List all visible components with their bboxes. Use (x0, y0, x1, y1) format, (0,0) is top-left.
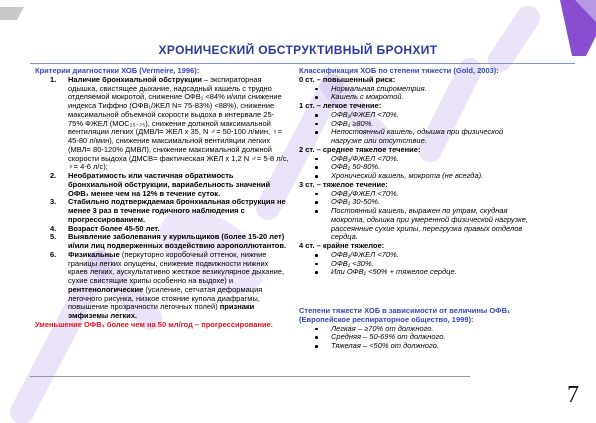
bullet-icon (315, 88, 318, 91)
diagnostic-criteria-section (35, 67, 289, 330)
bullet-icon (315, 345, 318, 348)
criterion-item (35, 76, 289, 172)
stage-criterion-text: Постоянный кашель, выражен по утрам, скудная мокрота, одышка при умеренной физической нагрузке, рассеянные сухие хрипы, перегрузка правых отделов сердца. (331, 206, 528, 242)
bullet-icon (315, 336, 318, 339)
criterion-item (35, 198, 289, 224)
classification-heading: Классификация ХОБ по степени тяжести (Gold, 2003): (299, 66, 499, 75)
stage-criterion-text: Нормальная спирометрия. (331, 83, 427, 93)
criterion-segment-text: (усиление, сетчатая деформация легочного рисунка, низкое стояние купола диафрагмы, повышение прозрачности легочных полей) (68, 284, 263, 312)
stage-criterion-text: ОФВ₁ <30%. (331, 258, 374, 268)
bullet-icon (315, 254, 318, 257)
criterion-text: Необратимость или частичная обратимость бронхиальной обструкции, вариабельность значений ОФВ₁ менее чем на 12% в течение суток. (68, 171, 271, 198)
severity-item-text: Тяжелая – <50% от должного. (331, 341, 439, 350)
bullet-icon (315, 131, 318, 134)
bullet-icon (315, 114, 318, 117)
criterion-text: Выявление заболевания у курильщиков (более 15-20 лет) и/или лиц подверженных воздействию аэрополлютантов. (68, 232, 287, 250)
stage-title: 3 ст. – тяжелое течение: (299, 179, 388, 189)
stage-title: 1 ст. – легкое течение: (299, 101, 382, 110)
criterion-number: 1. (50, 74, 57, 84)
criterion-text: – экспираторная одышка, свистящее дыхание, надсадный кашель с трудно отделяемой мокротой, снижение ОФВ₁ <84% и/или снижение индекса Тиффно (ОФВ₁/ЖЕЛ N= 75-83%) <88%), снижение максимальной объемной скорости выдоха в интервале 25-75% ФЖЕЛ (МОС₂₅₋₇₅), снижение должной максимальной вентиляции легких (ДМВЛ= ЖЕЛ х 35, N ♂= 50-100 л/мин, ♀= 45-80 л/мин), снижение максимальной вентиляции легких (МВЛ= 80-120% ДМВЛ), снижение максимальной должной скорости выдоха (ДМСВ= фактическая ЖЕЛ х 1,2 N ♂= 5-8 л/с, ♀= 4-6 л/с); (68, 74, 289, 172)
stage-criterion (299, 207, 531, 242)
stage-criterion-text: ОФВ₁/ФЖЕЛ <70%. (331, 249, 399, 259)
bullet-icon (315, 96, 318, 99)
bullet-icon (315, 193, 318, 196)
footer-divider (30, 376, 470, 377)
criterion-item (35, 233, 289, 251)
bullet-icon (315, 271, 318, 274)
stage-criterion-text: ОФВ₁ 50-80%. (331, 162, 381, 172)
stage-criterion (299, 268, 531, 277)
stage-criterion-text: Или ОФВ₁ <50% + тяжелое сердце. (331, 267, 457, 277)
criterion-text: Возраст более 45-50 лет. (68, 223, 160, 233)
stage-3 (299, 181, 531, 242)
bullet-icon (315, 263, 318, 266)
stage-title: 0 ст. – повышенный риск: (299, 74, 396, 84)
severity-item-text: Легкая – ≥70% от должного. (331, 323, 434, 333)
bullet-icon (315, 123, 318, 126)
page-number: 7 (567, 382, 579, 408)
page-title: ХРОНИЧЕСКИЙ ОБСТРУКТИВНЫЙ БРОНХИТ (158, 43, 438, 57)
criterion-segment-radiological: рентгенологические (68, 284, 144, 294)
bullet-icon (315, 328, 318, 331)
bullet-icon (315, 166, 318, 169)
stage-criterion-text: ОФВ₁/ФЖЕЛ <70%. (331, 188, 399, 198)
stage-criterion-text: ОФВ₁ 30-50%. (331, 197, 381, 207)
stage-criterion (299, 128, 531, 146)
criterion-lead: Наличие бронхиальной обструкции (68, 74, 202, 84)
criterion-number: 3. (50, 197, 57, 207)
stage-criterion-text: ОФВ₁/ФЖЕЛ <70%. (331, 109, 399, 119)
stage-criterion-text: Непостоянный кашель, одышка при физической нагрузке или отсутствие. (331, 127, 504, 145)
bullet-icon (315, 158, 318, 161)
stage-2 (299, 146, 531, 181)
bullet-icon (315, 201, 318, 204)
stage-0 (299, 76, 531, 102)
criterion-number: 6. (50, 249, 57, 259)
stage-criterion-text: ОФВ₁/ФЖЕЛ <70%. (331, 153, 399, 163)
severity-item (299, 342, 531, 351)
stage-criterion (299, 172, 531, 181)
criterion-segment-text: (перкуторно коробочный оттенок, нижние границы легких опущены, снижение подвижности нижних краев легких, аускультативно жесткое везикулярное дыхание, сухие свистящие хрипы особенно на выдохе) и (68, 249, 285, 285)
stage-4 (299, 242, 531, 277)
criterion-number: 2. (50, 171, 57, 180)
stage-title: 4 ст. – крайне тяжелое: (299, 241, 385, 250)
criterion-text: Стабильно подтверждаемая бронхиальная обструкция не менее 3 раз в течение годичного наблюдения с прогрессированием. (68, 197, 286, 224)
progression-note: Уменьшение ОФВ₁ более чем на 50 мл/год – прогрессирование. (35, 319, 273, 329)
stage-title: 2 ст. – среднее тяжелое течение: (299, 144, 421, 154)
criterion-segment-emphysema: признаки эмфиземы легких. (68, 302, 255, 320)
stage-criterion-text: ОФВ₁ ≥80%. (331, 118, 374, 128)
criterion-item (35, 172, 289, 198)
stage-criterion-text: Кашель с мокротой. (331, 92, 404, 102)
severity-heading: Степени тяжести ХОБ в зависимости от величины ОФВ₁ (Европейское респираторное общество, 1999): (299, 306, 511, 324)
stage-criterion-text: Хронический кашель, мокрота (не всегда). (331, 171, 484, 180)
severity-item-text: Средняя – 50-69% от должного. (331, 332, 446, 342)
bullet-icon (315, 175, 318, 178)
stage-criterion (299, 93, 531, 102)
criterion-number: 4. (50, 223, 57, 233)
stage-1 (299, 102, 531, 146)
criterion-item (35, 251, 289, 321)
criteria-heading: Критерии диагностики ХОБ (Vermeire, 1996): (35, 66, 200, 75)
bullet-icon (315, 210, 318, 213)
title-divider (30, 63, 575, 64)
criterion-number: 5. (50, 232, 57, 242)
severity-classification-section (299, 67, 531, 351)
criterion-segment-physical: Физикальные (68, 249, 120, 259)
